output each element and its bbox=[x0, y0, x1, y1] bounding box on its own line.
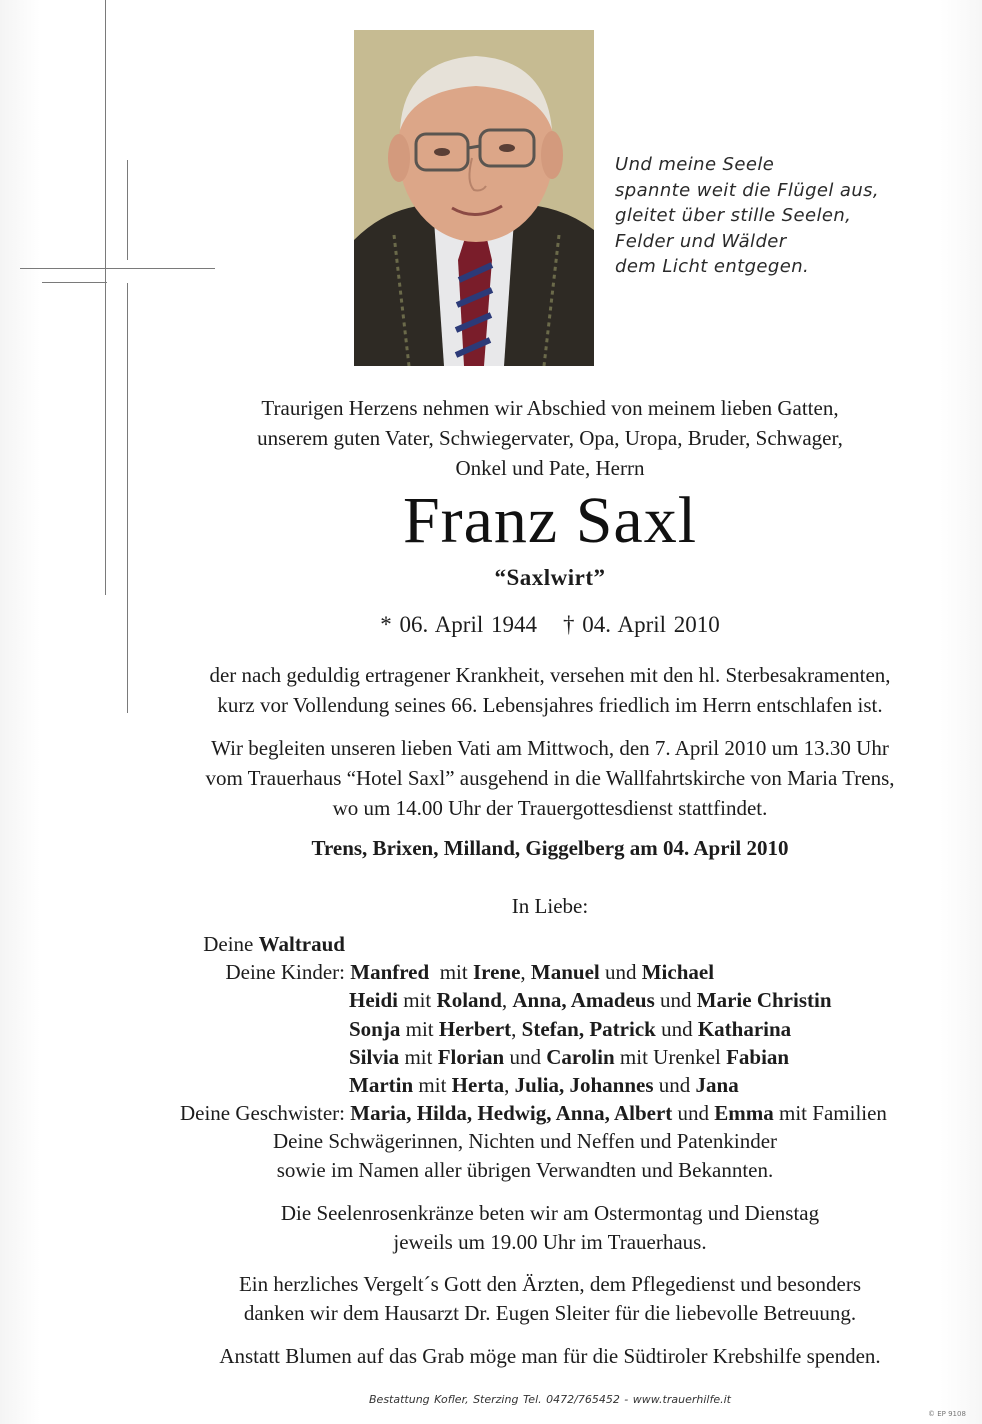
others-line: sowie im Namen aller übrigen Verwandten und Bekannten. bbox=[276, 1157, 774, 1182]
life-dates bbox=[110, 612, 982, 638]
text-line: danken wir dem Hausarzt Dr. Eugen Sleiter für die liebevolle Betreuung. bbox=[243, 1301, 857, 1325]
family-list bbox=[120, 930, 960, 1184]
text-line: Ein herzliches Vergelt´s Gott den Ärzten, dem Pflegedienst und besonders bbox=[238, 1272, 862, 1296]
place-date: Trens, Brixen, Milland, Giggelberg am 04. April 2010 bbox=[311, 836, 789, 860]
poem-line: Felder und Wälder bbox=[615, 230, 787, 252]
portrait-photo bbox=[354, 30, 594, 366]
child-entry: Martin mit Herta, Julia, Johannes und Jana bbox=[349, 1073, 739, 1098]
poem-line: spannte weit die Flügel aus, bbox=[615, 179, 880, 201]
poem-line: gleitet über stille Seelen, bbox=[615, 205, 852, 226]
thanks-text bbox=[110, 1270, 982, 1328]
text-line: Wir begleiten unseren lieben Vati am Mittwoch, den 7. April 2010 um 13.30 Uhr bbox=[211, 736, 889, 760]
flowers-text: Anstatt Blumen auf das Grab möge man für die Südtiroler Krebshilfe spenden. bbox=[219, 1344, 881, 1368]
poem-line: Und meine Seele bbox=[615, 154, 775, 175]
death-notice-text bbox=[110, 660, 982, 720]
text-line: kurz vor Vollendung seines 66. Lebensjahres friedlich im Herrn entschlafen ist. bbox=[217, 693, 883, 717]
deceased-name: Franz Saxl bbox=[402, 484, 698, 557]
family-wife-row bbox=[120, 930, 960, 958]
deceased-nickname: “Saxlwirt” bbox=[494, 565, 606, 590]
undertaker-footer: Bestattung Kofler, Sterzing Tel. 0472/765452 - www.trauerhilfe.it bbox=[369, 1393, 731, 1406]
rosary-text bbox=[110, 1199, 982, 1257]
family-siblings-row bbox=[120, 1099, 960, 1127]
family-children-row bbox=[120, 958, 960, 986]
funeral-text bbox=[110, 733, 982, 823]
siblings-label: Deine Geschwister: bbox=[179, 1101, 345, 1126]
child-entry: Heidi mit Roland, Anna, Amadeus und Marie Christin bbox=[349, 988, 832, 1013]
intro-line: Onkel und Pate, Herrn bbox=[455, 456, 645, 480]
intro-line: unserem guten Vater, Schwiegervater, Opa, Uropa, Bruder, Schwager, bbox=[257, 426, 843, 450]
poem-line: dem Licht entgegen. bbox=[615, 256, 810, 277]
intro-line: Traurigen Herzens nehmen wir Abschied von meinem lieben Gatten, bbox=[261, 396, 839, 420]
intro-text bbox=[110, 393, 982, 483]
text-line: vom Trauerhaus “Hotel Saxl” ausgehend in die Wallfahrtskirche von Maria Trens, bbox=[205, 766, 895, 790]
text-line: jeweils um 19.00 Uhr im Trauerhaus. bbox=[393, 1230, 707, 1254]
death-date: † 04. April 2010 bbox=[563, 612, 720, 637]
print-code: © EP 9108 bbox=[928, 1410, 966, 1418]
text-line: wo um 14.00 Uhr der Trauergottesdienst stattfindet. bbox=[332, 796, 768, 820]
child-entry: Sonja mit Herbert, Stefan, Patrick und Katharina bbox=[349, 1016, 792, 1041]
text-line: Die Seelenrosenkränze beten wir am Ostermontag und Dienstag bbox=[280, 1201, 820, 1225]
wife-label: Deine Waltraud bbox=[203, 932, 345, 956]
child-entry: Silvia mit Florian und Carolin mit Urenkel Fabian bbox=[349, 1044, 790, 1069]
siblings-entry: Maria, Hilda, Hedwig, Anna, Albert und Emma mit Familien bbox=[350, 1101, 887, 1126]
poem-verse bbox=[615, 152, 965, 280]
in-love-heading: In Liebe: bbox=[511, 894, 589, 918]
inlaws-line: Deine Schwägerinnen, Nichten und Neffen und Patenkinder bbox=[272, 1129, 778, 1154]
wife-name: Waltraud bbox=[258, 932, 345, 956]
text-line: der nach geduldig ertragener Krankheit, versehen mit den hl. Sterbesakramenten, bbox=[209, 663, 891, 687]
birth-date: * 06. April 1944 bbox=[380, 612, 537, 637]
child-entry: Manfred mit Irene, Manuel und Michael bbox=[350, 960, 715, 985]
children-label: Deine Kinder: bbox=[225, 960, 345, 985]
